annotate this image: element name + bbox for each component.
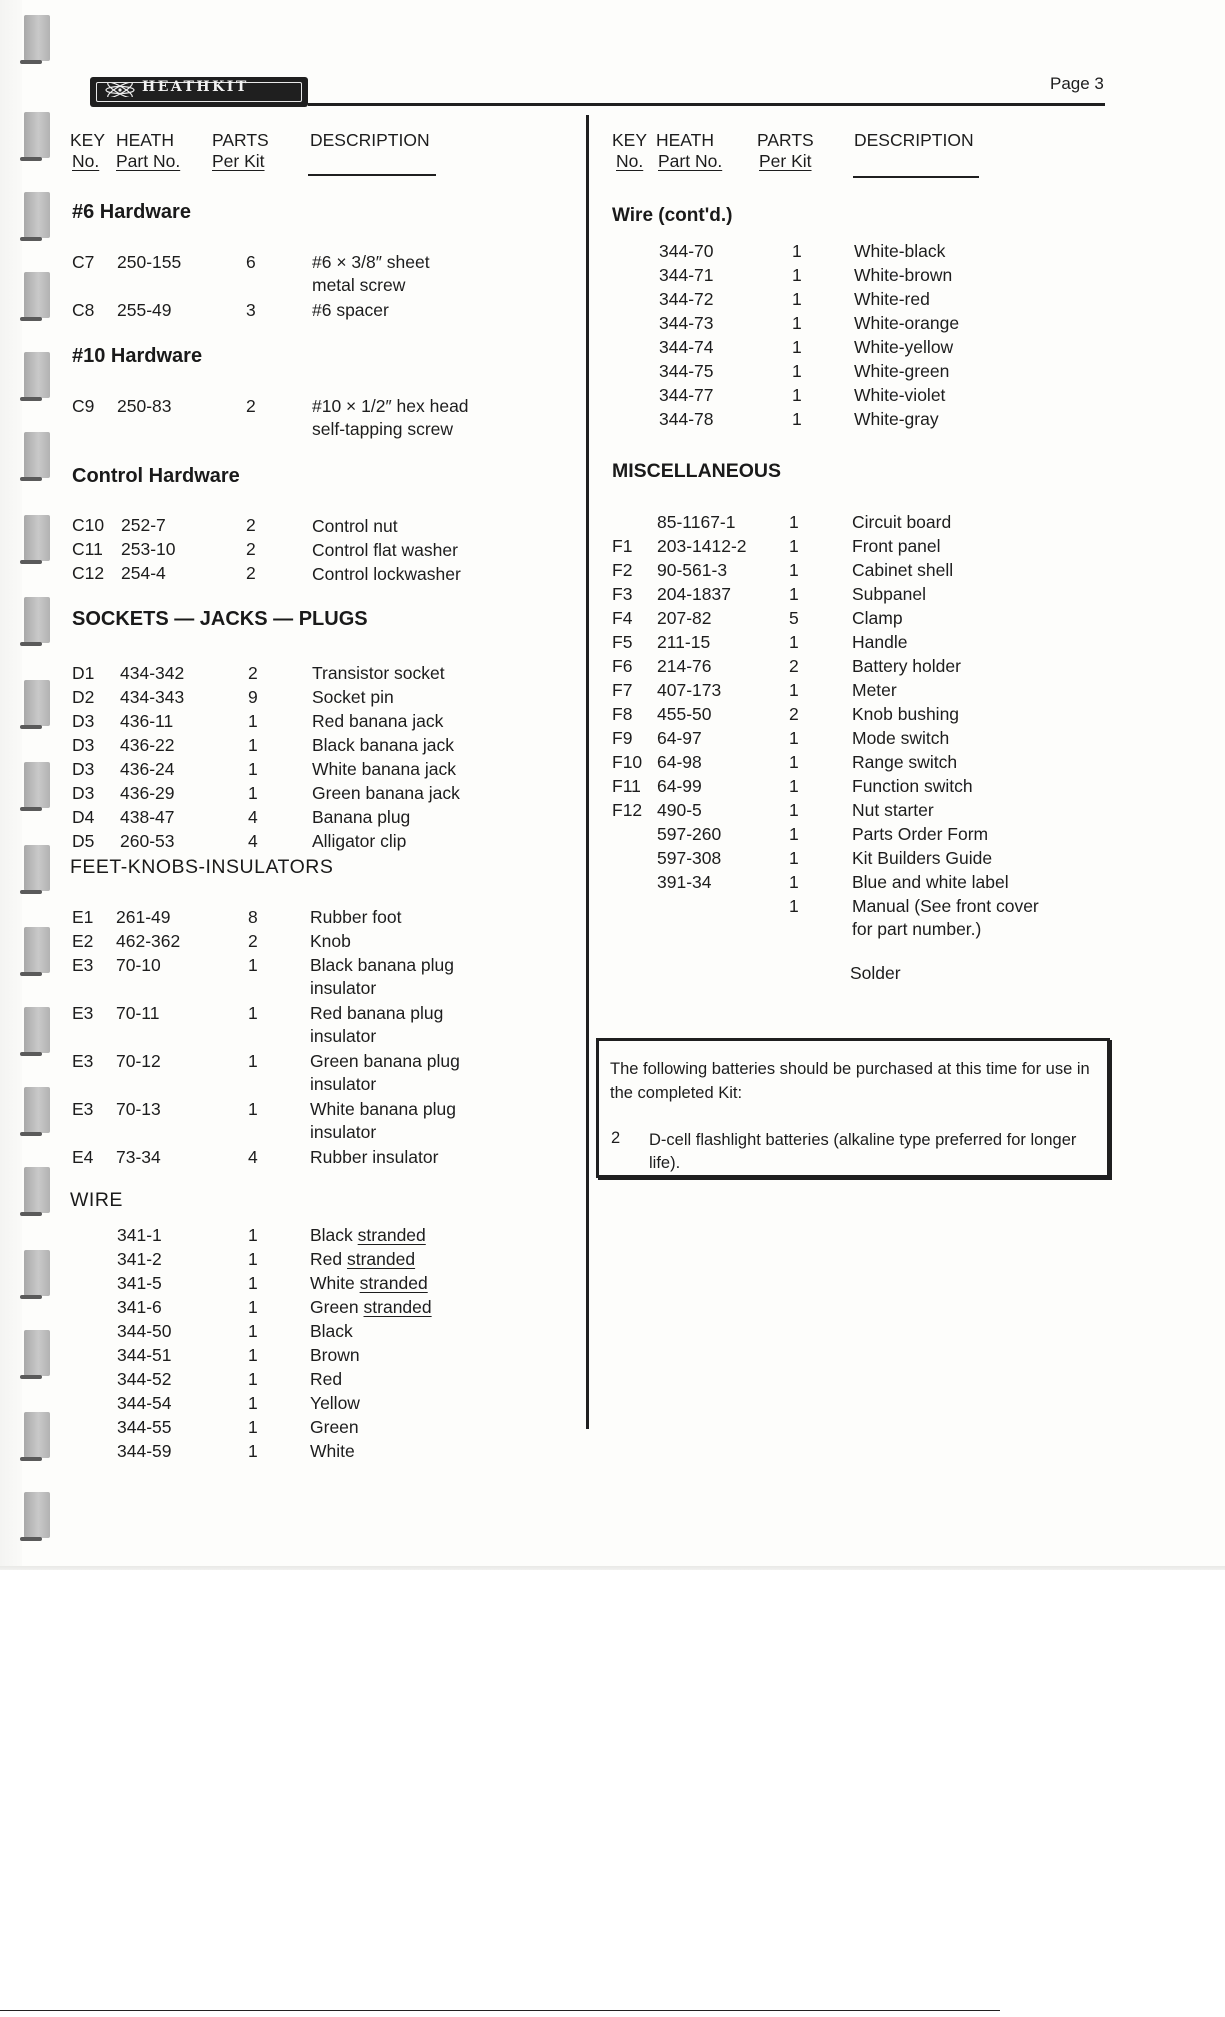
- binder-hole-tab: [24, 1167, 50, 1213]
- battery-notice-text: The following batteries should be purchased at this time for use in the completed Kit:: [610, 1060, 1090, 1102]
- column-divider: [586, 115, 589, 1429]
- logo-wordmark: HEATHKIT: [142, 79, 249, 95]
- battery-qty: 2: [611, 1129, 621, 1147]
- section-title-sockets: SOCKETS — JACKS — PLUGS: [72, 608, 368, 630]
- binder-hole-tab: [24, 1087, 50, 1133]
- binder-hole-tab: [24, 192, 50, 238]
- section-title-wire: WIRE: [70, 1189, 123, 1211]
- binder-hole-tab: [24, 1007, 50, 1053]
- scan-bottom-line: [0, 2010, 1000, 2011]
- binder-hole-tab: [24, 352, 50, 398]
- col-header-description: DESCRIPTION: [310, 130, 430, 150]
- scan-blank-area: [0, 1570, 1225, 2017]
- page-number: Page 3: [1050, 74, 1104, 93]
- binder-hole-tab: [24, 762, 50, 808]
- col-header-key: KEY No.: [70, 130, 106, 171]
- binder-hole-tab: [24, 927, 50, 973]
- binder-hole-tab: [24, 680, 50, 726]
- binder-hole-tab: [24, 597, 50, 643]
- section-title-miscellaneous: MISCELLANEOUS: [612, 460, 782, 482]
- binder-hole-tab: [24, 1330, 50, 1376]
- battery-desc: D-cell flashlight batteries (alkaline type preferred for longer life).: [649, 1131, 1077, 1172]
- col-header-parts: PARTS Per Kit: [212, 130, 269, 171]
- section-title-control-hardware: Control Hardware: [72, 465, 240, 487]
- section-title-hardware10: #10 Hardware: [72, 345, 203, 367]
- binder-hole-tab: [24, 515, 50, 561]
- binder-hole-tab: [24, 272, 50, 318]
- col-header-parts: PARTS Per Kit: [757, 130, 814, 171]
- col-header-key: KEY No.: [612, 130, 648, 171]
- binder-hole-tab: [24, 1492, 50, 1538]
- binder-hole-tab: [24, 1412, 50, 1458]
- section-title-hardware6: #6 Hardware: [72, 201, 191, 223]
- binder-hole-tab: [24, 845, 50, 891]
- binder-hole-tab: [24, 432, 50, 478]
- col-header-description: DESCRIPTION: [854, 130, 974, 150]
- binder-strip: [0, 0, 22, 1570]
- battery-notice-box: [596, 1038, 1110, 1178]
- right-column: KEY No. HEATH Part No. PARTS Per Kit DESCRIPTION Wire (cont'd.) MISCELLANEOUS Solder 344-70 1 White-black 344-71 1 White-brown 344-72 1 White-red 344-73 1 White-orange 344-74 1 White-yellow 344-75 1 White-green 344-77 1 White-violet 344-78 1 White-gray 85-1167-1 1 Circuit board F1 203-1412-2 1 Front panel F2 90-561-3 1 Cabinet shell F3 204-1837 1 Subpanel F4 207-82 5 Clamp F5 211-15 1 Handle F6 214-76 2 Battery holder F7 407-173 1 Meter F8 455-50 2 Knob bushing F9 64-97 1 Mode switch F10 64-98 1 Range switch F11 64-99 1 Function switch F12 490-5 1 Nut starter 597-260 1 Parts Order Form 597-308 1 Kit Builders Guide 391-34 1 Blue and white label 1 Manual (See front cover for part number.): [612, 130, 1039, 983]
- binder-hole-tab: [24, 1250, 50, 1296]
- col-header-heath: HEATH Part No.: [656, 130, 723, 171]
- solder-item: Solder: [850, 963, 901, 983]
- section-title-feet-knobs: FEET-KNOBS-INSULATORS: [70, 856, 334, 878]
- col-header-heath: HEATH Part No.: [116, 130, 181, 171]
- binder-hole-tab: [24, 112, 50, 158]
- left-column: KEY No. HEATH Part No. PARTS Per Kit DESCRIPTION #6 Hardware C7 250-155 6 #6 × 3/8″ sheet metal screw C8 255-49 3 #6 spacer #10 Hardware C9 250-83 2 #10 × 1/2″ hex head self-tapping screw Control Hardware C10 252-7 2 Control nut C11 253-10 2 Control flat washer C12 254-4 2 Control lockwasher SOCKETS — JACKS — PLUGS FEET-KNOBS-INSULATORS WIRE D1 434-342 2 Transistor socket D2 434-343 9 Socket pin D3 436-11 1 Red banana jack D3 436-22 1 Black banana jack D3 436-24 1 White banana jack D3 436-29 1 Green banana jack D4 438-47 4 Banana plug D5 260-53 4 Alligator clip E1 261-49 8 Rubber foot E2 462-362 2 Knob E3 70-10 1 Black banana plug insulator E3 70-11 1 Red banana plug insulator E3 70-12 1 Green banana plug insulator E3 70-13 1 White banana plug insulator E4 73-34 4 Rubber insulator 341-1 1 Black stranded 341-2 1 Red stranded 341-5 1 White stranded 341-6 1 Green stranded 344-50 1 Black 344-51 1 Brown 344-52 1 Red 344-54 1 Yellow 344-55 1 Green 344-59 1 White: [70, 130, 469, 1461]
- binder-hole-tab: [24, 15, 50, 61]
- section-title-wire-contd: Wire (cont'd.): [612, 205, 733, 226]
